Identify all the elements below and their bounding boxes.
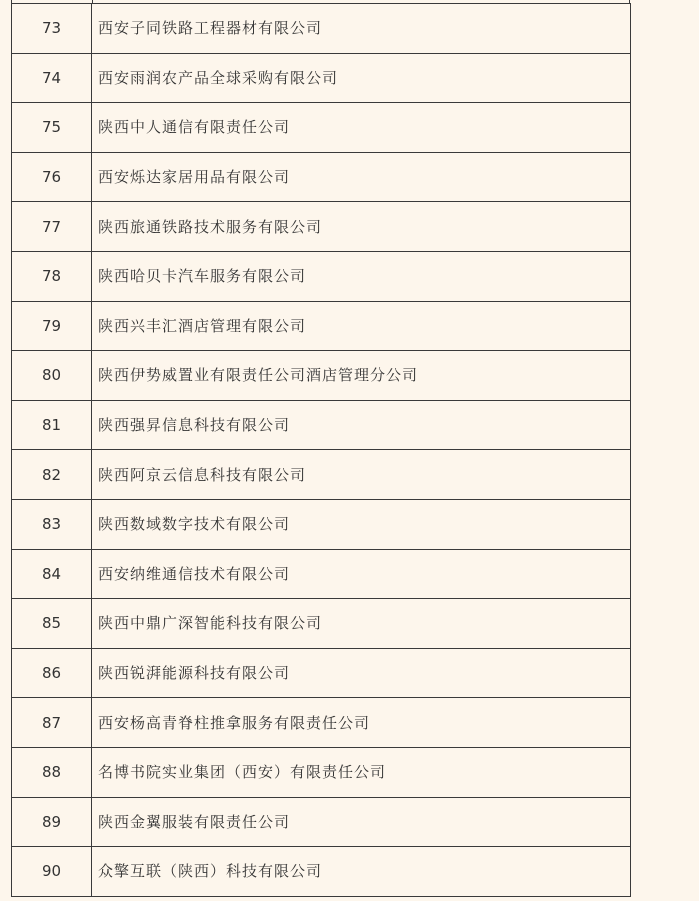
company-name: 陕西中人通信有限责任公司 [92, 103, 631, 153]
table-body [12, 4, 631, 897]
row-number: 82 [12, 450, 92, 500]
table-row [12, 499, 631, 549]
table-row [12, 351, 631, 401]
row-number: 84 [12, 549, 92, 599]
row-number: 85 [12, 599, 92, 649]
row-number: 87 [12, 698, 92, 748]
company-name: 陕西锐湃能源科技有限公司 [92, 648, 631, 698]
table-row [12, 450, 631, 500]
table-row [12, 747, 631, 797]
company-name: 陕西数域数字技术有限公司 [92, 499, 631, 549]
table-row [12, 599, 631, 649]
company-name: 陕西伊势威置业有限责任公司酒店管理分公司 [92, 351, 631, 401]
table-row [12, 103, 631, 153]
company-name: 西安烁达家居用品有限公司 [92, 152, 631, 202]
table-row [12, 698, 631, 748]
row-number: 77 [12, 202, 92, 252]
company-name: 西安雨润农产品全球采购有限公司 [92, 53, 631, 103]
company-name: 名博书院实业集团（西安）有限责任公司 [92, 747, 631, 797]
table-row [12, 301, 631, 351]
company-name: 西安杨高青脊柱推拿服务有限责任公司 [92, 698, 631, 748]
company-name: 陕西强昇信息科技有限公司 [92, 400, 631, 450]
row-number: 76 [12, 152, 92, 202]
company-name: 陕西兴丰汇酒店管理有限公司 [92, 301, 631, 351]
row-number: 90 [12, 847, 92, 897]
row-number: 89 [12, 797, 92, 847]
row-number: 83 [12, 499, 92, 549]
row-number: 88 [12, 747, 92, 797]
row-number: 73 [12, 4, 92, 54]
company-name: 西安纳维通信技术有限公司 [92, 549, 631, 599]
company-name: 陕西旅通铁路技术服务有限公司 [92, 202, 631, 252]
company-name: 陕西哈贝卡汽车服务有限公司 [92, 251, 631, 301]
company-name: 陕西中鼎广深智能科技有限公司 [92, 599, 631, 649]
company-name: 陕西金翼服装有限责任公司 [92, 797, 631, 847]
company-list-table [11, 3, 631, 897]
company-name: 西安子同铁路工程器材有限公司 [92, 4, 631, 54]
table-row [12, 251, 631, 301]
table-row [12, 797, 631, 847]
table-row [12, 400, 631, 450]
row-number: 81 [12, 400, 92, 450]
table-row [12, 202, 631, 252]
row-number: 75 [12, 103, 92, 153]
table-row [12, 648, 631, 698]
company-name: 陕西阿京云信息科技有限公司 [92, 450, 631, 500]
table-row [12, 152, 631, 202]
row-number: 79 [12, 301, 92, 351]
row-number: 78 [12, 251, 92, 301]
table-row [12, 4, 631, 54]
table-row [12, 549, 631, 599]
row-number: 80 [12, 351, 92, 401]
table-row [12, 53, 631, 103]
row-number: 86 [12, 648, 92, 698]
table-row [12, 847, 631, 897]
row-number: 74 [12, 53, 92, 103]
company-name: 众擎互联（陕西）科技有限公司 [92, 847, 631, 897]
